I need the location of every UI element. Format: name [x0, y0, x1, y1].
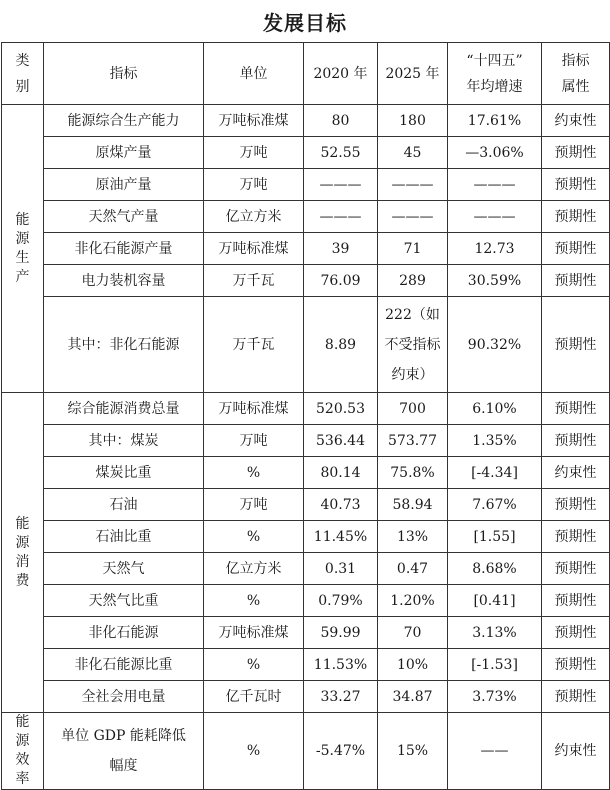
cell-indicator: 天然气产量	[44, 201, 204, 233]
cell-growth: 17.61%	[448, 105, 542, 137]
table-row	[2, 617, 610, 649]
header-growth: “十四五” 年均增速	[448, 43, 542, 105]
cell-unit: %	[204, 713, 304, 790]
table-row	[2, 425, 610, 457]
cell-unit: 万吨标准煤	[204, 233, 304, 265]
cell-unit: 万吨标准煤	[204, 105, 304, 137]
cell-indicator: 其中：非化石能源	[44, 297, 204, 393]
cell-unit: 万千瓦	[204, 297, 304, 393]
cell-indicator: 其中：煤炭	[44, 425, 204, 457]
cell-attribute: 预期性	[542, 425, 610, 457]
table-row	[2, 297, 610, 393]
cell-growth: ———	[448, 201, 542, 233]
cell-growth: —3.06%	[448, 137, 542, 169]
cell-unit: 万吨	[204, 169, 304, 201]
cell-attribute: 预期性	[542, 553, 610, 585]
cell-2025: 15%	[378, 713, 448, 790]
table-row	[2, 681, 610, 713]
cell-attribute: 预期性	[542, 617, 610, 649]
header-category: 类 别	[2, 43, 44, 105]
cell-attribute: 预期性	[542, 585, 610, 617]
cell-attribute: 预期性	[542, 521, 610, 553]
cell-2020: 520.53	[304, 393, 378, 425]
category-efficiency: 能 源 效 率	[2, 713, 44, 790]
header-unit: 单位	[204, 43, 304, 105]
cell-2025: 58.94	[378, 489, 448, 521]
cell-growth: 30.59%	[448, 265, 542, 297]
cell-2025: 75.8%	[378, 457, 448, 489]
cell-indicator: 综合能源消费总量	[44, 393, 204, 425]
cell-2025: 573.77	[378, 425, 448, 457]
cell-2025: 10%	[378, 649, 448, 681]
targets-table	[1, 42, 610, 790]
cell-unit: 万吨	[204, 425, 304, 457]
cell-indicator: 天然气	[44, 553, 204, 585]
cell-2020: 76.09	[304, 265, 378, 297]
cell-2020: ———	[304, 201, 378, 233]
cell-attribute: 预期性	[542, 233, 610, 265]
table-row	[2, 585, 610, 617]
cell-2020: 8.89	[304, 297, 378, 393]
cell-indicator: 能源综合生产能力	[44, 105, 204, 137]
cell-growth: ——	[448, 713, 542, 790]
cell-unit: 万千瓦	[204, 265, 304, 297]
table-row	[2, 457, 610, 489]
cell-2025: 222（如不受指标约束）	[378, 297, 448, 393]
cell-attribute: 预期性	[542, 681, 610, 713]
table-row	[2, 105, 610, 137]
table-row	[2, 265, 610, 297]
cell-growth: 8.68%	[448, 553, 542, 585]
cell-attribute: 预期性	[542, 265, 610, 297]
cell-indicator: 电力装机容量	[44, 265, 204, 297]
cell-attribute: 预期性	[542, 137, 610, 169]
cell-indicator: 非化石能源产量	[44, 233, 204, 265]
cell-indicator: 单位 GDP 能耗降低幅度	[44, 713, 204, 790]
cell-2025: 13%	[378, 521, 448, 553]
cell-indicator: 非化石能源比重	[44, 649, 204, 681]
cell-indicator: 非化石能源	[44, 617, 204, 649]
cell-unit: %	[204, 457, 304, 489]
cell-2020: ———	[304, 169, 378, 201]
cell-growth: 12.73	[448, 233, 542, 265]
cell-2020: 80	[304, 105, 378, 137]
cell-growth: 3.73%	[448, 681, 542, 713]
cell-2025: ———	[378, 169, 448, 201]
cell-growth: [-4.34]	[448, 457, 542, 489]
cell-indicator: 天然气比重	[44, 585, 204, 617]
cell-growth: 7.67%	[448, 489, 542, 521]
cell-unit: %	[204, 649, 304, 681]
header-row	[2, 43, 610, 105]
table-row	[2, 649, 610, 681]
cell-attribute: 预期性	[542, 297, 610, 393]
cell-attribute: 约束性	[542, 105, 610, 137]
cell-2020: 52.55	[304, 137, 378, 169]
cell-unit: 万吨标准煤	[204, 393, 304, 425]
cell-2020: 536.44	[304, 425, 378, 457]
page-title: 发展目标	[263, 10, 347, 35]
cell-2025: 71	[378, 233, 448, 265]
table-row	[2, 521, 610, 553]
cell-unit: 万吨	[204, 489, 304, 521]
cell-2020: 33.27	[304, 681, 378, 713]
cell-attribute: 预期性	[542, 489, 610, 521]
cell-indicator: 原煤产量	[44, 137, 204, 169]
cell-growth: 6.10%	[448, 393, 542, 425]
table-row	[2, 233, 610, 265]
cell-growth: 1.35%	[448, 425, 542, 457]
cell-2025: 70	[378, 617, 448, 649]
cell-unit: 万吨	[204, 137, 304, 169]
cell-2020: 39	[304, 233, 378, 265]
cell-2025: 45	[378, 137, 448, 169]
cell-growth: 90.32%	[448, 297, 542, 393]
cell-2025: 700	[378, 393, 448, 425]
cell-attribute: 预期性	[542, 169, 610, 201]
cell-attribute: 约束性	[542, 713, 610, 790]
cell-2020: -5.47%	[304, 713, 378, 790]
cell-attribute: 预期性	[542, 393, 610, 425]
cell-growth: [-1.53]	[448, 649, 542, 681]
cell-indicator: 煤炭比重	[44, 457, 204, 489]
cell-2020: 11.45%	[304, 521, 378, 553]
cell-growth: 3.13%	[448, 617, 542, 649]
header-indicator: 指标	[44, 43, 204, 105]
cell-unit: 亿立方米	[204, 553, 304, 585]
cell-2025: ———	[378, 201, 448, 233]
cell-2025: 1.20%	[378, 585, 448, 617]
cell-unit: %	[204, 585, 304, 617]
table-row	[2, 393, 610, 425]
header-2025: 2025 年	[378, 43, 448, 105]
table-row	[2, 713, 610, 790]
category-production: 能 源 生 产	[2, 105, 44, 393]
cell-2020: 0.79%	[304, 585, 378, 617]
table-row	[2, 553, 610, 585]
cell-indicator: 石油	[44, 489, 204, 521]
table-row	[2, 169, 610, 201]
table-row	[2, 137, 610, 169]
cell-growth: [1.55]	[448, 521, 542, 553]
cell-2025: 289	[378, 265, 448, 297]
cell-2020: 59.99	[304, 617, 378, 649]
cell-2020: 80.14	[304, 457, 378, 489]
cell-2025: 34.87	[378, 681, 448, 713]
cell-attribute: 预期性	[542, 649, 610, 681]
table-row	[2, 489, 610, 521]
cell-indicator: 原油产量	[44, 169, 204, 201]
cell-indicator: 石油比重	[44, 521, 204, 553]
category-consumption: 能 源 消 费	[2, 393, 44, 713]
cell-unit: %	[204, 521, 304, 553]
cell-growth: [0.41]	[448, 585, 542, 617]
cell-attribute: 约束性	[542, 457, 610, 489]
cell-unit: 万吨标准煤	[204, 617, 304, 649]
cell-unit: 亿立方米	[204, 201, 304, 233]
cell-2025: 0.47	[378, 553, 448, 585]
cell-indicator: 全社会用电量	[44, 681, 204, 713]
cell-2020: 0.31	[304, 553, 378, 585]
cell-2025: 180	[378, 105, 448, 137]
header-attribute: 指标 属性	[542, 43, 610, 105]
table-row	[2, 201, 610, 233]
cell-2020: 40.73	[304, 489, 378, 521]
cell-attribute: 预期性	[542, 201, 610, 233]
header-2020: 2020 年	[304, 43, 378, 105]
cell-growth: ———	[448, 169, 542, 201]
cell-unit: 亿千瓦时	[204, 681, 304, 713]
cell-2020: 11.53%	[304, 649, 378, 681]
